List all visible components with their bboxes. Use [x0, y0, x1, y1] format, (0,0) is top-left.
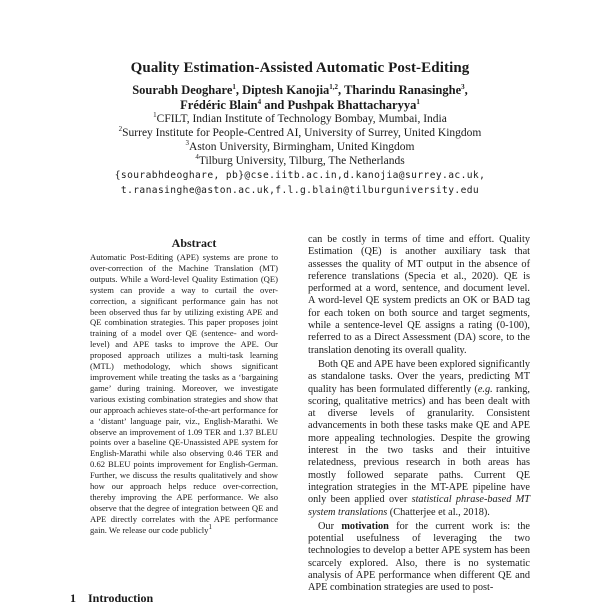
authors-line-2 — [0, 97, 600, 113]
affiliation-mark: 4 — [195, 153, 199, 162]
author-affil-mark: 1 — [232, 82, 236, 91]
abstract-body — [90, 252, 278, 536]
paper-title: Quality Estimation-Assisted Automatic Post-Editing — [130, 60, 470, 76]
paragraph-text: Both QE and APE have been explored significantly as standalone tasks. Over the years, predicting MT quality has been formulated differently ( — [308, 358, 530, 395]
paragraph — [308, 359, 530, 519]
author-name: Sourabh Deoghare — [132, 83, 233, 97]
email-line-2: t.ranasinghe@aston.ac.uk,f.l.g.blain@tilburguniversity.edu — [120, 185, 480, 196]
affiliation-mark: 1 — [153, 111, 157, 120]
authors-line-1 — [0, 82, 600, 98]
author-affil-mark: 3 — [461, 82, 465, 91]
paragraph-text: Our — [318, 520, 342, 532]
affiliation-4 — [0, 154, 600, 168]
author-name: , Diptesh Kanojia — [235, 83, 330, 97]
paragraph-text: for the current work is: the potential usefulness of leveraging the two technologies to develop a better APE system has been scarcely explored. Also, there is no systematic analysis of APE performance when different QE and APE combination strategies are used to post- — [308, 520, 530, 594]
author-name: , Tharindu Ranasinghe — [338, 83, 462, 97]
paragraph-text: ranking, scoring, qualitative metrics) and has been dealt with at diverse levels of granularity. Consistent advancements in both these tasks make QE and APE more appealing technologies. Despite the growing interest in the two tasks and their intuitive relatedness, previous research in both areas has mostly followed separate paths. Current QE integration strategies in the MT-APE pipeline have only been applied over — [308, 383, 530, 506]
author-affil-mark: 1,2 — [329, 82, 339, 91]
italic-text: e.g. — [477, 383, 493, 395]
author-affil-mark: 1 — [416, 97, 420, 106]
affiliation-text: CFILT, Indian Institute of Technology Bombay, Mumbai, India — [156, 113, 447, 125]
affiliation-text: Tilburg University, Tilburg, The Netherlands — [198, 155, 405, 167]
abstract-heading: Abstract — [171, 236, 217, 250]
author-separator: , — [464, 83, 468, 97]
affiliation-3 — [0, 140, 600, 154]
abstract-text: Automatic Post-Editing (APE) systems are prone to over-correction of the Machine Translation (MT) outputs. While a Word-level Quality Estimation (QE) system can provide a way to curtail the over-correction, a significant performance gain has not been observed thus far by utilizing existing APE and QE combination strategies. This paper proposes joint training of a model over QE (sentence- and word-level) and APE tasks to improve the APE. Our proposed approach utilizes a multi-task learning (MTL) methodology, which shows significant improvement while treating the tasks as a ‘bargaining game’ during training. Moreover, we investigate various existing combination strategies and show that our approach achieves state-of-the-art performance for a ‘distant’ language pair, viz., English-Marathi. We observe an improvement of 1.09 TER and 1.37 BLEU points over a baseline QE-Unassisted APE system for English-Marathi while also observing 0.46 TER and 0.62 BLEU points improvement for English-German. Further, we discuss the results qualitatively and show how our approach helps reduce over-correction, thereby improving the APE performance. We also observe that the degree of integration between QE and APE directly correlates with the APE performance gain. We release our code publicly — [90, 252, 278, 535]
section-number: 1 — [70, 591, 76, 605]
italic-text: statistical phrase-based MT system translations — [308, 494, 530, 518]
affiliation-text: Aston University, Birmingham, United Kingdom — [189, 141, 415, 153]
right-column — [308, 234, 530, 595]
author-name: Frédéric Blain — [180, 98, 258, 112]
paragraph: can be costly in terms of time and effort. Quality Estimation (QE) is another auxiliary task that assesses the quality of MT output in the absence of reference translations (Specia et al., 2020). QE is performed at a word, sentence, and document level. A word-level QE system predicts an OK or BAD tag for each token on both source and target segments, while a sentence-level QE assigns a rating (0-100), referred to as a Direct Assessment (DA) score, to the translation denoting its overall quality. — [308, 234, 530, 356]
paragraph — [308, 521, 530, 595]
affiliation-mark: 3 — [185, 139, 190, 148]
affiliation-1 — [0, 112, 600, 126]
affiliation-mark: 2 — [118, 125, 123, 134]
affiliation-2 — [0, 126, 600, 140]
section-title: Introduction — [88, 591, 154, 605]
footnote-mark: 1 — [208, 522, 212, 531]
author-name: and Pushpak Bhattacharyya — [261, 98, 417, 112]
author-affil-mark: 4 — [257, 97, 262, 106]
email-line-1: {sourabhdeoghare, pb}@cse.iitb.ac.in,d.kanojia@surrey.ac.uk, — [114, 170, 486, 181]
bold-text: motivation — [341, 520, 389, 532]
affiliation-text: Surrey Institute for People-Centred AI, University of Surrey, United Kingdom — [122, 127, 482, 139]
paragraph-text: (Chatterjee et al., 2018). — [387, 506, 490, 518]
section-heading-introduction — [70, 591, 153, 606]
